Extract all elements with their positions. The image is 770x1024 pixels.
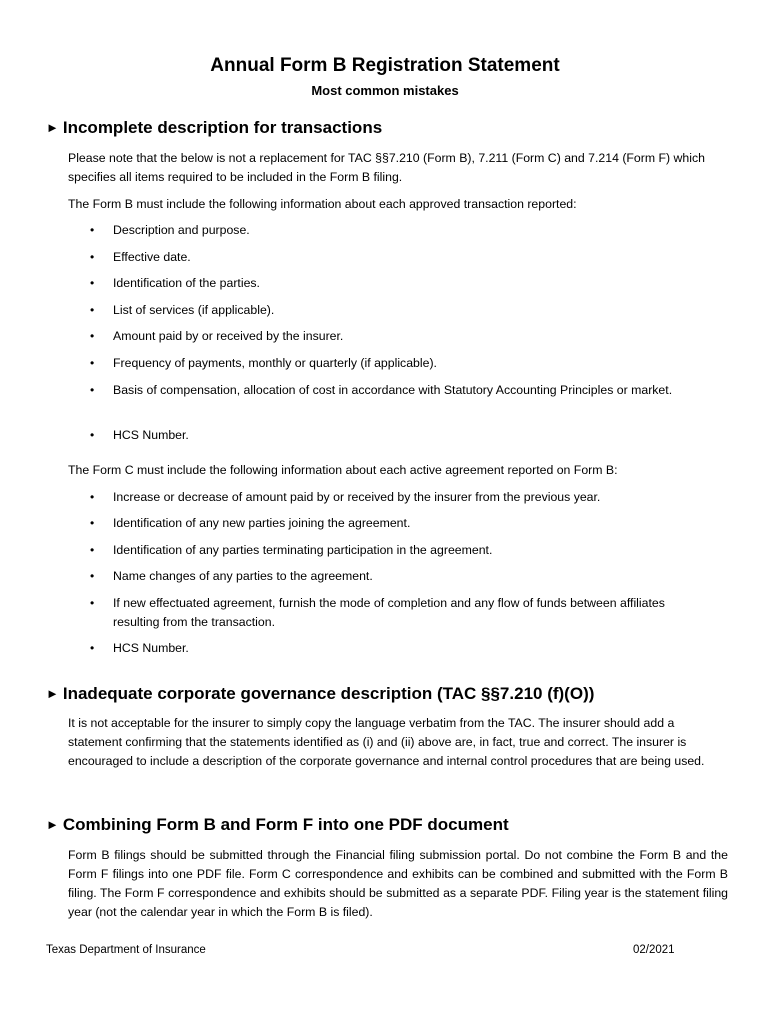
bullet-icon: • [90,276,95,290]
list-item-text: If new effectuated agreement, furnish the mode of completion and any flow of funds between affiliates resulting from the transaction. [113,596,665,629]
footer-date: 02/2021 [633,944,675,956]
list-item-text: Frequency of payments, monthly or quarterly (if applicable). [113,356,437,370]
intro-paragraph: Please note that the below is not a replacement for TAC §§7.210 (Form B), 7.211 (Form C) and 7.214 (Form F) which specifies all items required to be included in the Form B filing. [68,151,705,184]
section-heading-text: Incomplete description for transactions [62,118,383,137]
combining-forms-paragraph: Form B filings should be submitted through the Financial filing submission portal. Do not combine the Form B and the Form F filings into one PDF file. Form C correspondence and exhibits can be combined and submitted with the Form B filing. The Form F correspondence and exhibits should be submitted as a separate PDF. Filing year is the statement filing year (not the calendar year in which the Form B is filed). [68,848,728,919]
bullet-icon: • [90,516,95,530]
list-item-text: Identification of any parties terminating participation in the agreement. [113,543,493,557]
bullet-icon: • [90,383,95,397]
bullet-icon: • [90,356,95,370]
list-item-text: HCS Number. [113,641,189,655]
list-item-text: Effective date. [113,250,191,264]
triangle-arrow-icon: ► [46,686,59,701]
section-heading-text: Combining Form B and Form F into one PDF document [62,815,509,834]
bullet-icon: • [90,250,95,264]
list-item-text: Description and purpose. [113,223,250,237]
list-item-text: List of services (if applicable). [113,303,275,317]
triangle-arrow-icon: ► [46,817,59,832]
document-subtitle: Most common mistakes [311,83,459,98]
form-b-lead-paragraph: The Form B must include the following information about each approved transaction reported: [68,197,577,211]
list-item-text: Name changes of any parties to the agreement. [113,569,373,583]
bullet-icon: • [90,329,95,343]
section-heading-combining-forms [46,815,509,835]
bullet-icon: • [90,490,95,504]
bullet-icon: • [90,641,95,655]
bullet-icon: • [90,223,95,237]
bullet-icon: • [90,303,95,317]
triangle-arrow-icon: ► [46,120,59,135]
bullet-icon: • [90,569,95,583]
section-heading-corporate-governance [46,684,594,704]
corporate-governance-paragraph: It is not acceptable for the insurer to simply copy the language verbatim from the TAC. The insurer should add a statement confirming that the statements identified as (i) and (ii) above are, in fact, true and correct. The insurer is encouraged to include a description of the corporate governance and internal control procedures that are being used. [68,716,705,768]
list-item-text: Identification of any new parties joining the agreement. [113,516,411,530]
list-item-text: Increase or decrease of amount paid by or received by the insurer from the previous year. [113,490,601,504]
list-item-text: HCS Number. [113,428,189,442]
section-heading-text: Inadequate corporate governance description (TAC §§7.210 (f)(O)) [62,684,595,703]
form-c-lead-paragraph: The Form C must include the following information about each active agreement reported on Form B: [68,463,618,477]
bullet-icon: • [90,596,95,610]
section-heading-incomplete-description [46,118,382,138]
list-item-text: Identification of the parties. [113,276,260,290]
bullet-icon: • [90,428,95,442]
list-item-text: Amount paid by or received by the insurer. [113,329,344,343]
document-title: Annual Form B Registration Statement [210,55,560,76]
list-item-text: Basis of compensation, allocation of cost in accordance with Statutory Accounting Principles or market. [113,383,673,397]
bullet-icon: • [90,543,95,557]
footer-organization: Texas Department of Insurance [46,944,206,956]
